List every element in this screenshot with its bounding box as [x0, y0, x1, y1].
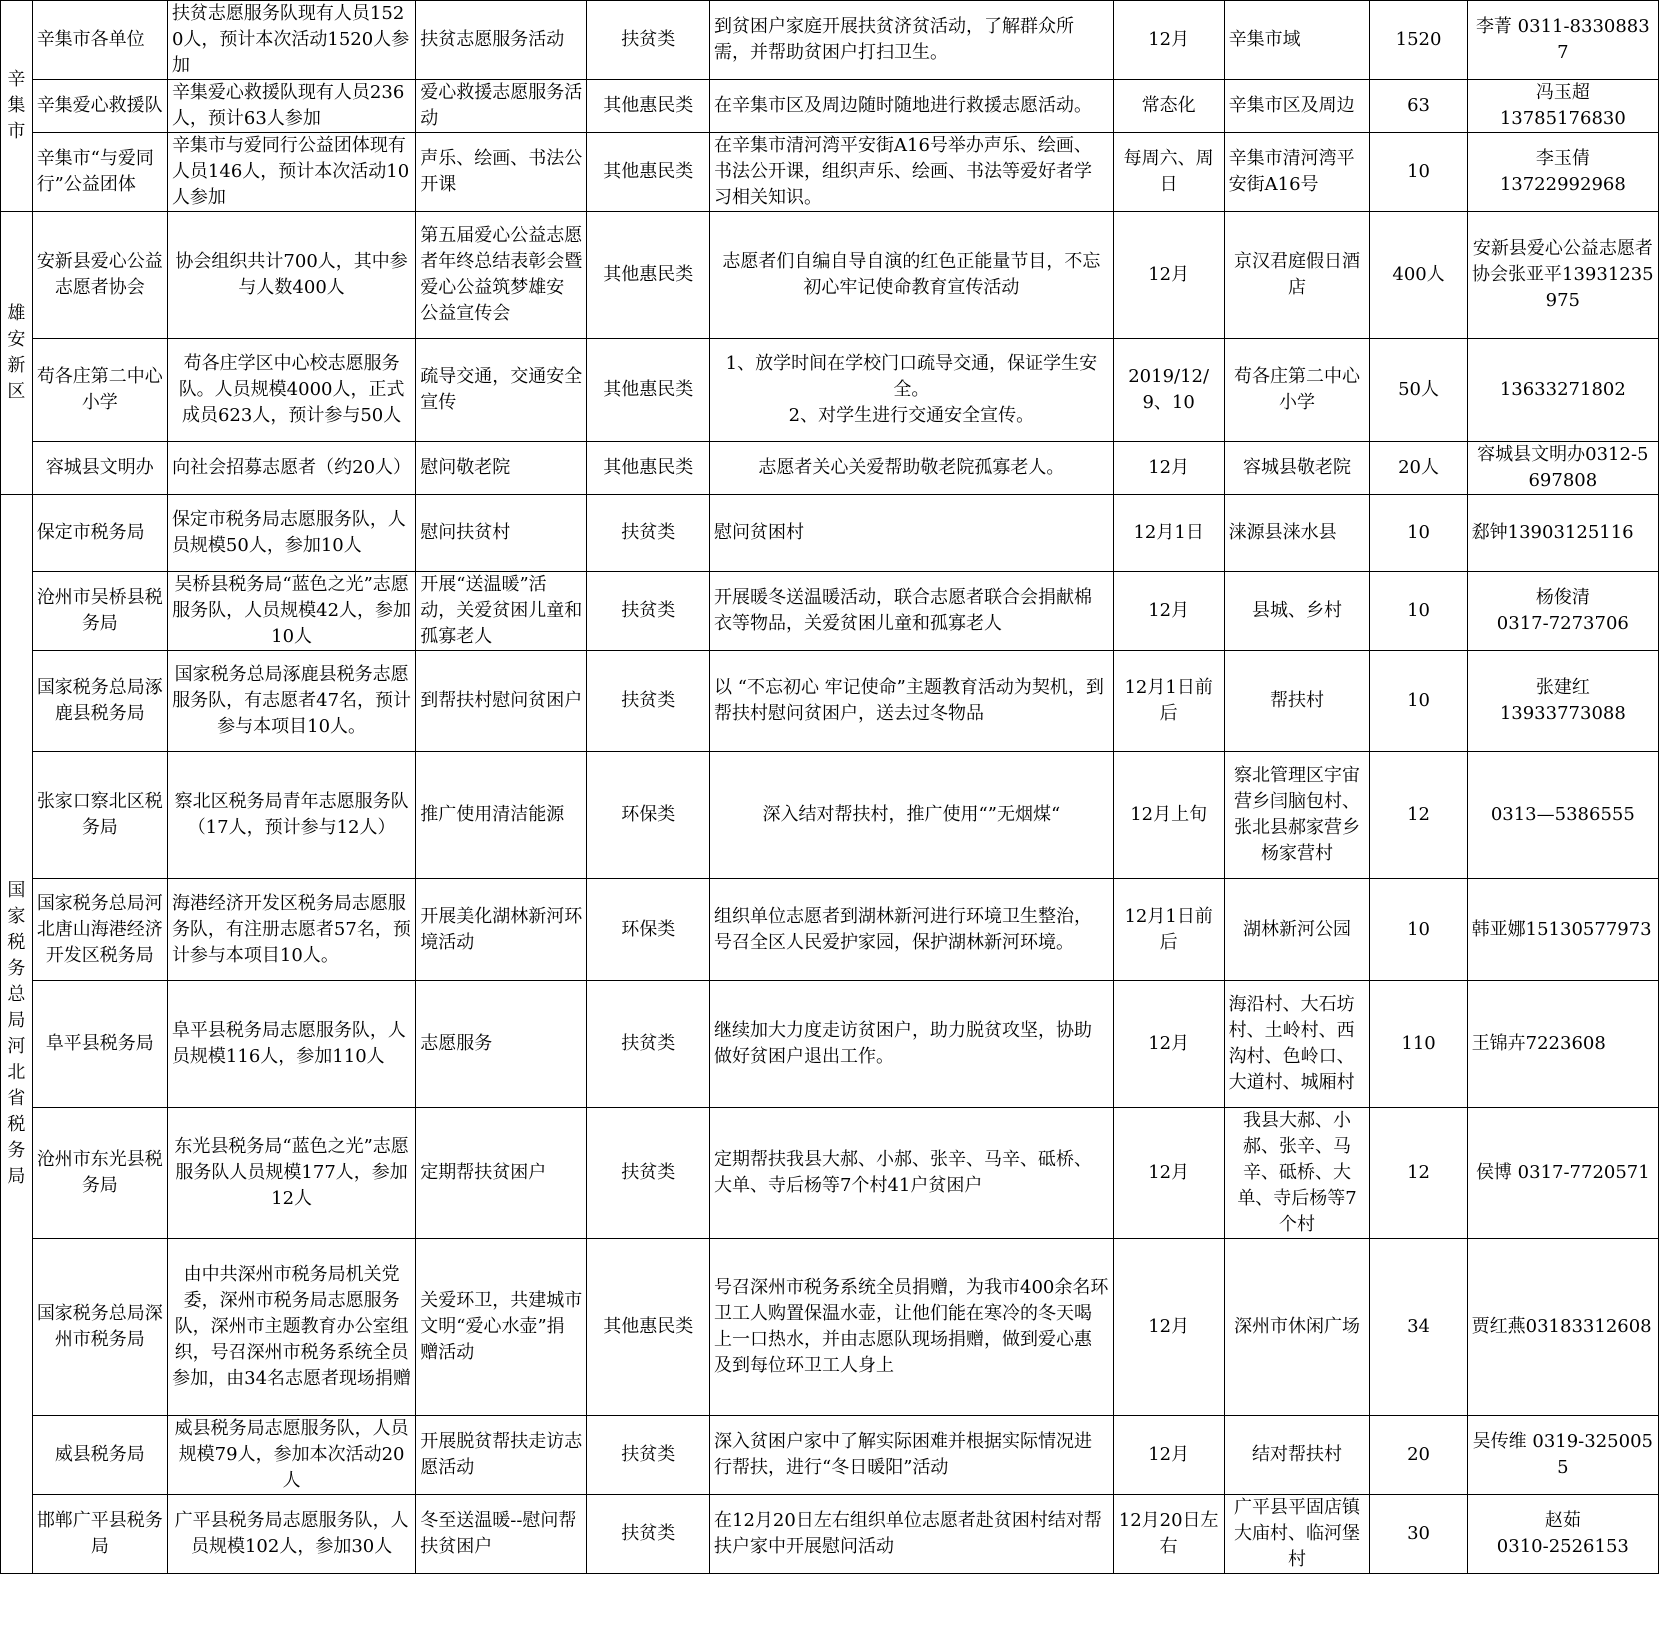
content-cell: 组织单位志愿者到湖林新河进行环境卫生整治，号召全区人民爱护家园，保护湖林新河环境。 — [710, 879, 1114, 981]
region-label: 雄安新区 — [7, 303, 26, 402]
place-cell: 苟各庄第二中心小学 — [1224, 339, 1370, 442]
table-row — [1, 879, 1659, 981]
count-cell: 12 — [1370, 1108, 1467, 1239]
table-row — [1, 752, 1659, 879]
content-cell: 到贫困户家庭开展扶贫济贫活动，了解群众所需，并帮助贫困户打扫卫生。 — [710, 1, 1114, 80]
time-cell: 12月1日 — [1113, 495, 1224, 572]
place-cell: 海沿村、大石坊村、土岭村、西沟村、色岭口、大道村、城厢村 — [1224, 981, 1370, 1108]
team-cell: 保定市税务局志愿服务队，人员规模50人，参加10人 — [167, 495, 415, 572]
table-row — [1, 495, 1659, 572]
content-cell: 继续加大力度走访贫困户，助力脱贫攻坚，协助做好贫困户退出工作。 — [710, 981, 1114, 1108]
activity-cell: 疏导交通，交通安全宣传 — [416, 339, 587, 442]
activity-cell: 开展脱贫帮扶走访志愿活动 — [416, 1416, 587, 1495]
time-cell: 12月1日前后 — [1113, 879, 1224, 981]
activity-cell: 慰问敬老院 — [416, 442, 587, 495]
activity-cell: 声乐、绘画、书法公开课 — [416, 133, 587, 212]
place-cell: 辛集市清河湾平安街A16号 — [1224, 133, 1370, 212]
place-cell: 辛集市域 — [1224, 1, 1370, 80]
team-cell: 吴桥县税务局“蓝色之光”志愿服务队，人员规模42人，参加10人 — [167, 572, 415, 651]
category-cell: 其他惠民类 — [587, 339, 710, 442]
category-cell: 扶贫类 — [587, 981, 710, 1108]
count-cell: 10 — [1370, 495, 1467, 572]
table-row — [1, 442, 1659, 495]
category-cell: 其他惠民类 — [587, 80, 710, 133]
time-cell: 12月 — [1113, 1108, 1224, 1239]
contact-cell: 杨俊清 0317-7273706 — [1467, 572, 1658, 651]
time-cell: 12月 — [1113, 1, 1224, 80]
time-cell: 12月上旬 — [1113, 752, 1224, 879]
count-cell: 10 — [1370, 879, 1467, 981]
contact-cell: 容城县文明办0312-5697808 — [1467, 442, 1658, 495]
unit-cell: 国家税务总局涿鹿县税务局 — [32, 651, 167, 752]
region-cell — [1, 495, 33, 1574]
place-cell: 容城县敬老院 — [1224, 442, 1370, 495]
contact-cell: 侯博 0317-7720571 — [1467, 1108, 1658, 1239]
table-row — [1, 133, 1659, 212]
count-cell: 10 — [1370, 133, 1467, 212]
activity-cell: 开展美化湖林新河环境活动 — [416, 879, 587, 981]
count-cell: 400人 — [1370, 212, 1467, 339]
place-cell: 县城、乡村 — [1224, 572, 1370, 651]
content-cell: 在辛集市区及周边随时随地进行救援志愿活动。 — [710, 80, 1114, 133]
team-cell: 东光县税务局“蓝色之光”志愿服务队人员规模177人，参加12人 — [167, 1108, 415, 1239]
category-cell: 扶贫类 — [587, 1108, 710, 1239]
place-cell: 广平县平固店镇大庙村、临河堡村 — [1224, 1495, 1370, 1574]
activity-cell: 爱心救援志愿服务活动 — [416, 80, 587, 133]
activity-cell: 开展“送温暖”活动，关爱贫困儿童和孤寡老人 — [416, 572, 587, 651]
table-row — [1, 1239, 1659, 1416]
content-cell: 在辛集市清河湾平安街A16号举办声乐、绘画、书法公开课，组织声乐、绘画、书法等爱好者学习相关知识。 — [710, 133, 1114, 212]
category-cell: 环保类 — [587, 879, 710, 981]
time-cell: 12月 — [1113, 212, 1224, 339]
time-cell: 12月 — [1113, 1416, 1224, 1495]
team-cell: 威县税务局志愿服务队，人员规模79人，参加本次活动20人 — [167, 1416, 415, 1495]
contact-cell: 冯玉超 13785176830 — [1467, 80, 1658, 133]
team-cell: 由中共深州市税务局机关党委，深州市税务局志愿服务队，深州市主题教育办公室组织，号召深州市税务系统全员参加，由34名志愿者现场捐赠 — [167, 1239, 415, 1416]
table-row — [1, 1, 1659, 80]
table-row — [1, 1495, 1659, 1574]
unit-cell: 阜平县税务局 — [32, 981, 167, 1108]
unit-cell: 辛集市“与爱同行”公益团体 — [32, 133, 167, 212]
content-cell: 在12月20日左右组织单位志愿者赴贫困村结对帮扶户家中开展慰问活动 — [710, 1495, 1114, 1574]
region-label: 辛集市 — [7, 69, 26, 142]
team-cell: 阜平县税务局志愿服务队，人员规模116人，参加110人 — [167, 981, 415, 1108]
content-cell: 志愿者们自编自导自演的红色正能量节目，不忘初心牢记使命教育宣传活动 — [710, 212, 1114, 339]
table-row — [1, 212, 1659, 339]
place-cell: 湖林新河公园 — [1224, 879, 1370, 981]
unit-cell: 辛集市各单位 — [32, 1, 167, 80]
time-cell: 12月 — [1113, 442, 1224, 495]
contact-cell: 郄钟13903125116 — [1467, 495, 1658, 572]
time-cell: 12月 — [1113, 981, 1224, 1108]
unit-cell: 辛集爱心救援队 — [32, 80, 167, 133]
activity-cell: 志愿服务 — [416, 981, 587, 1108]
region-label: 国家税务总局河北省税务局 — [7, 880, 26, 1187]
time-cell: 常态化 — [1113, 80, 1224, 133]
contact-cell: 韩亚娜15130577973 — [1467, 879, 1658, 981]
unit-cell: 安新县爱心公益志愿者协会 — [32, 212, 167, 339]
table-row — [1, 80, 1659, 133]
team-cell: 察北区税务局青年志愿服务队（17人，预计参与12人） — [167, 752, 415, 879]
team-cell: 苟各庄学区中心校志愿服务队。人员规模4000人，正式成员623人，预计参与50人 — [167, 339, 415, 442]
team-cell: 扶贫志愿服务队现有人员1520人，预计本次活动1520人参加 — [167, 1, 415, 80]
place-cell: 京汉君庭假日酒店 — [1224, 212, 1370, 339]
unit-cell: 国家税务总局河北唐山海港经济开发区税务局 — [32, 879, 167, 981]
place-cell: 辛集市区及周边 — [1224, 80, 1370, 133]
category-cell: 其他惠民类 — [587, 212, 710, 339]
activity-cell: 慰问扶贫村 — [416, 495, 587, 572]
place-cell: 我县大郝、小郝、张辛、马辛、砥桥、大单、寺后杨等7个村 — [1224, 1108, 1370, 1239]
unit-cell: 苟各庄第二中心小学 — [32, 339, 167, 442]
table-row — [1, 651, 1659, 752]
activity-cell: 扶贫志愿服务活动 — [416, 1, 587, 80]
table-row — [1, 572, 1659, 651]
count-cell: 110 — [1370, 981, 1467, 1108]
count-cell: 34 — [1370, 1239, 1467, 1416]
table-row — [1, 1416, 1659, 1495]
unit-cell: 沧州市东光县税务局 — [32, 1108, 167, 1239]
activity-cell: 冬至送温暖--慰问帮扶贫困户 — [416, 1495, 587, 1574]
team-cell: 广平县税务局志愿服务队，人员规模102人，参加30人 — [167, 1495, 415, 1574]
category-cell: 环保类 — [587, 752, 710, 879]
count-cell: 30 — [1370, 1495, 1467, 1574]
team-cell: 协会组织共计700人，其中参与人数400人 — [167, 212, 415, 339]
content-cell: 深入贫困户家中了解实际困难并根据实际情况进行帮扶，进行“冬日暖阳”活动 — [710, 1416, 1114, 1495]
content-cell: 开展暖冬送温暖活动，联合志愿者联合会捐献棉衣等物品，关爱贫困儿童和孤寡老人 — [710, 572, 1114, 651]
time-cell: 12月1日前后 — [1113, 651, 1224, 752]
contact-cell: 李玉倩 13722992968 — [1467, 133, 1658, 212]
content-cell: 志愿者关心关爱帮助敬老院孤寡老人。 — [710, 442, 1114, 495]
team-cell: 辛集市与爱同行公益团体现有人员146人，预计本次活动10人参加 — [167, 133, 415, 212]
table-body — [1, 1, 1659, 1574]
category-cell: 扶贫类 — [587, 1416, 710, 1495]
unit-cell: 保定市税务局 — [32, 495, 167, 572]
table-row — [1, 339, 1659, 442]
region-cell — [1, 212, 33, 495]
content-cell: 1、放学时间在学校门口疏导交通，保证学生安全。 2、对学生进行交通安全宣传。 — [710, 339, 1114, 442]
team-cell: 辛集爱心救援队现有人员236人，预计63人参加 — [167, 80, 415, 133]
unit-cell: 容城县文明办 — [32, 442, 167, 495]
team-cell: 国家税务总局涿鹿县税务志愿服务队，有志愿者47名，预计参与本项目10人。 — [167, 651, 415, 752]
contact-cell: 吴传维 0319-3250055 — [1467, 1416, 1658, 1495]
category-cell: 其他惠民类 — [587, 442, 710, 495]
place-cell: 深州市休闲广场 — [1224, 1239, 1370, 1416]
time-cell: 12月 — [1113, 572, 1224, 651]
unit-cell: 邯郸广平县税务局 — [32, 1495, 167, 1574]
activity-cell: 定期帮扶贫困户 — [416, 1108, 587, 1239]
unit-cell: 威县税务局 — [32, 1416, 167, 1495]
count-cell: 20人 — [1370, 442, 1467, 495]
place-cell: 帮扶村 — [1224, 651, 1370, 752]
count-cell: 12 — [1370, 752, 1467, 879]
contact-cell: 安新县爱心公益志愿者协会张亚平13931235975 — [1467, 212, 1658, 339]
count-cell: 50人 — [1370, 339, 1467, 442]
count-cell: 10 — [1370, 651, 1467, 752]
place-cell: 结对帮扶村 — [1224, 1416, 1370, 1495]
category-cell: 扶贫类 — [587, 572, 710, 651]
content-cell: 深入结对帮扶村，推广使用“”无烟煤“ — [710, 752, 1114, 879]
category-cell: 其他惠民类 — [587, 133, 710, 212]
content-cell: 以 “不忘初心 牢记使命”主题教育活动为契机，到帮扶村慰问贫困户，送去过冬物品 — [710, 651, 1114, 752]
time-cell: 每周六、周日 — [1113, 133, 1224, 212]
time-cell: 2019/12/9、10 — [1113, 339, 1224, 442]
contact-cell: 13633271802 — [1467, 339, 1658, 442]
count-cell: 10 — [1370, 572, 1467, 651]
category-cell: 扶贫类 — [587, 1495, 710, 1574]
activity-cell: 推广使用清洁能源 — [416, 752, 587, 879]
contact-cell: 0313—5386555 — [1467, 752, 1658, 879]
contact-cell: 李菁 0311-83308837 — [1467, 1, 1658, 80]
activity-cell: 到帮扶村慰问贫困户 — [416, 651, 587, 752]
contact-cell: 王锦卉7223608 — [1467, 981, 1658, 1108]
category-cell: 扶贫类 — [587, 1, 710, 80]
content-cell: 慰问贫困村 — [710, 495, 1114, 572]
count-cell: 63 — [1370, 80, 1467, 133]
region-cell — [1, 1, 33, 212]
category-cell: 其他惠民类 — [587, 1239, 710, 1416]
team-cell: 海港经济开发区税务局志愿服务队，有注册志愿者57名，预计参与本项目10人。 — [167, 879, 415, 981]
contact-cell: 贾红燕03183312608 — [1467, 1239, 1658, 1416]
category-cell: 扶贫类 — [587, 495, 710, 572]
place-cell: 涞源县涞水县 — [1224, 495, 1370, 572]
unit-cell: 国家税务总局深州市税务局 — [32, 1239, 167, 1416]
activity-cell: 关爱环卫，共建城市文明“爱心水壶”捐赠活动 — [416, 1239, 587, 1416]
activity-cell: 第五届爱心公益志愿者年终总结表彰会暨爱心公益筑梦雄安 公益宣传会 — [416, 212, 587, 339]
team-cell: 向社会招募志愿者（约20人） — [167, 442, 415, 495]
place-cell: 察北管理区宇宙营乡闫脑包村、张北县郝家营乡杨家营村 — [1224, 752, 1370, 879]
category-cell: 扶贫类 — [587, 651, 710, 752]
content-cell: 定期帮扶我县大郝、小郝、张辛、马辛、砥桥、大单、寺后杨等7个村41户贫困户 — [710, 1108, 1114, 1239]
contact-cell: 赵茹 0310-2526153 — [1467, 1495, 1658, 1574]
contact-cell: 张建红 13933773088 — [1467, 651, 1658, 752]
count-cell: 20 — [1370, 1416, 1467, 1495]
table-row — [1, 981, 1659, 1108]
unit-cell: 沧州市吴桥县税务局 — [32, 572, 167, 651]
table-row — [1, 1108, 1659, 1239]
time-cell: 12月20日左右 — [1113, 1495, 1224, 1574]
unit-cell: 张家口察北区税务局 — [32, 752, 167, 879]
content-cell: 号召深州市税务系统全员捐赠，为我市400余名环卫工人购置保温水壶，让他们能在寒冷的冬天喝上一口热水，并由志愿队现场捐赠，做到爱心惠及到每位环卫工人身上 — [710, 1239, 1114, 1416]
time-cell: 12月 — [1113, 1239, 1224, 1416]
count-cell: 1520 — [1370, 1, 1467, 80]
